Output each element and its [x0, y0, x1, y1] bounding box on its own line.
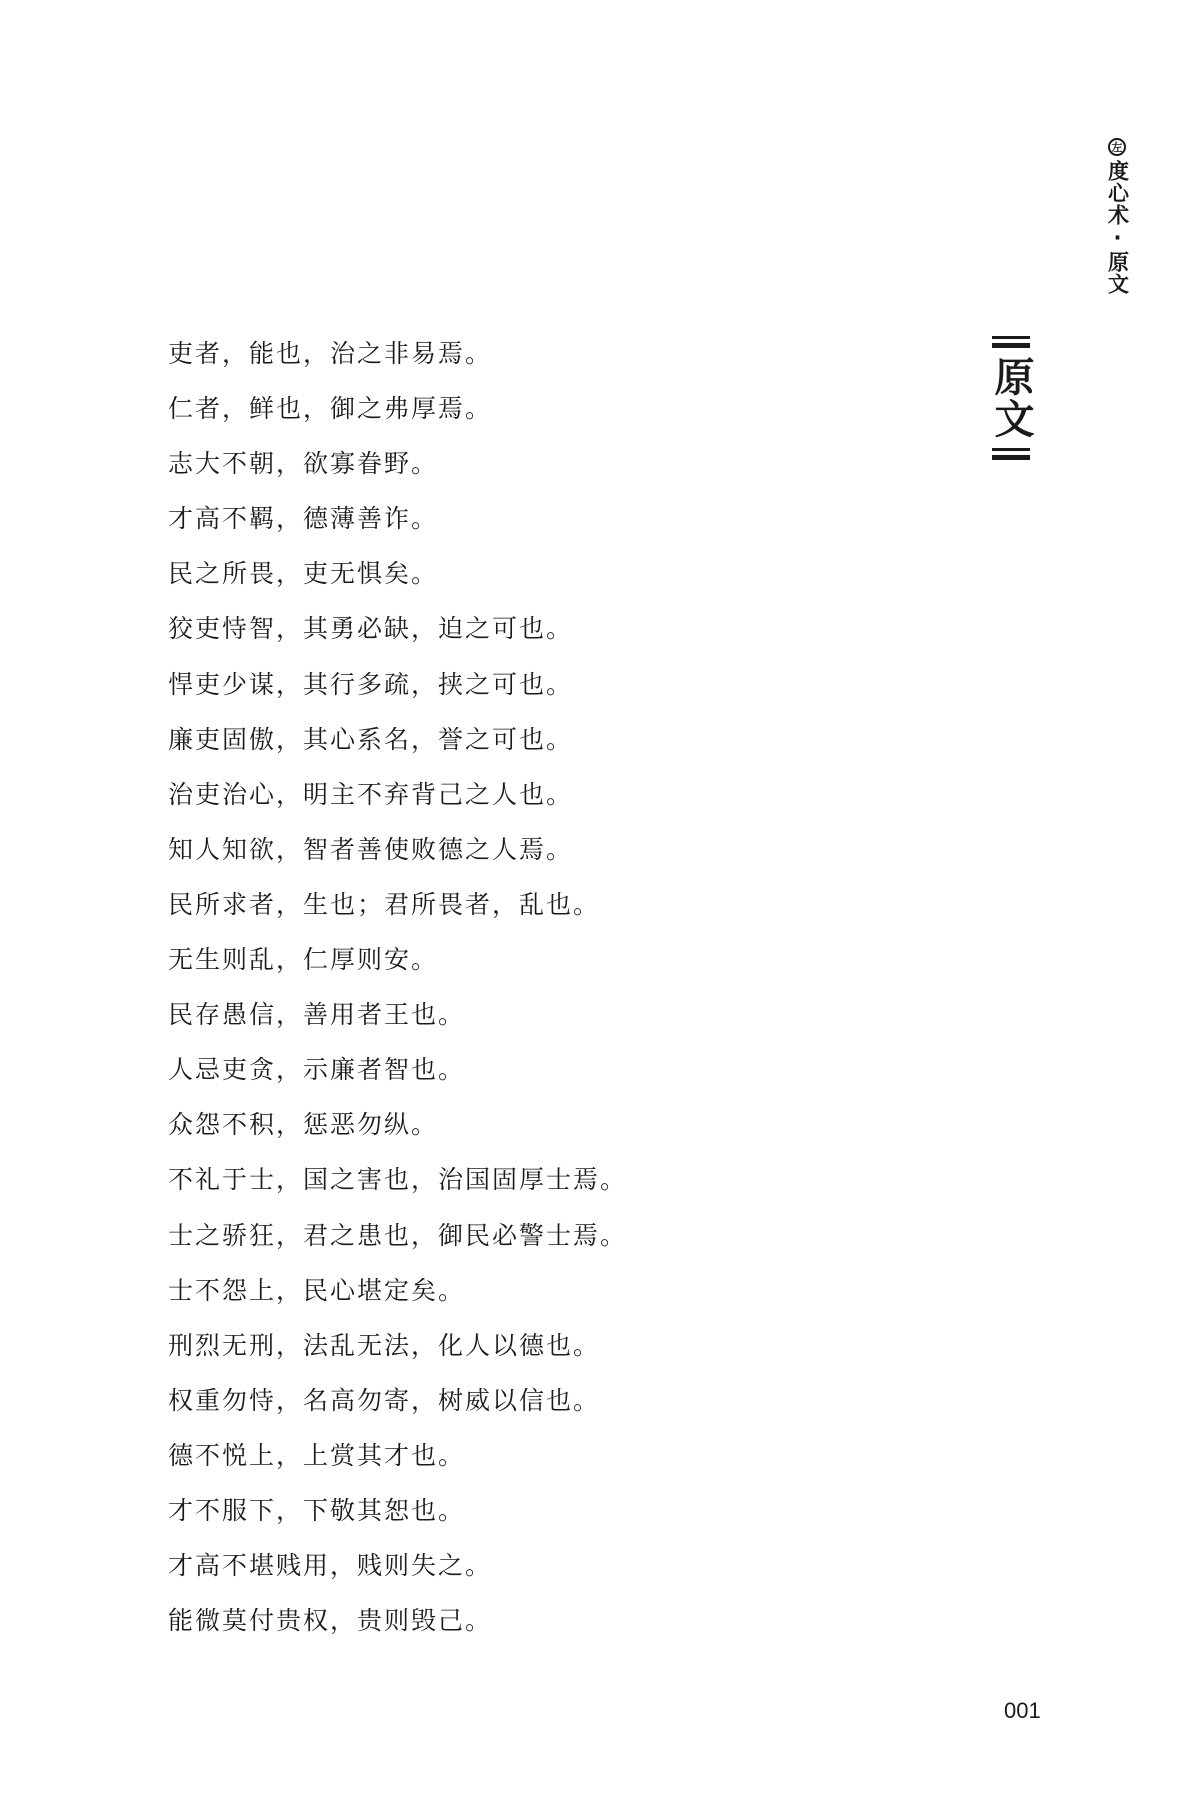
running-header — [1103, 138, 1131, 295]
text-line: 刑烈无刑，法乱无法，化人以德也。 — [168, 1330, 601, 1360]
section-heading — [990, 336, 1032, 460]
text-line: 德不悦上，上赏其才也。 — [168, 1440, 466, 1470]
heading-bar-thick — [992, 343, 1030, 348]
section-title: 原文 — [988, 356, 1034, 440]
text-line: 狡吏恃智，其勇必缺，迫之可也。 — [168, 614, 574, 644]
text-line: 民之所畏，吏无惧矣。 — [168, 559, 439, 589]
text-line: 无生则乱，仁厚则安。 — [168, 945, 439, 975]
text-line: 能微莫付贵权，贵则毁己。 — [168, 1606, 493, 1636]
text-line: 民所求者，生也；君所畏者，乱也。 — [168, 889, 601, 919]
text-line: 仁者，鲜也，御之弗厚焉。 — [168, 394, 493, 424]
text-line: 吏者，能也，治之非易焉。 — [168, 339, 493, 368]
text-line: 人忌吏贪，示廉者智也。 — [168, 1055, 466, 1085]
text-line: 廉吏固傲，其心系名，誉之可也。 — [168, 724, 574, 754]
text-line: 士之骄狂，君之患也，御民必警士焉。 — [168, 1220, 628, 1250]
text-line: 才高不堪贱用，贱则失之。 — [168, 1551, 493, 1581]
text-line: 才高不羁，德薄善诈。 — [168, 504, 439, 534]
text-line: 治吏治心，明主不弃背己之人也。 — [168, 779, 574, 809]
text-body — [168, 326, 968, 1648]
text-line: 士不怨上，民心堪定矣。 — [168, 1275, 466, 1305]
heading-bar-thin — [992, 336, 1030, 339]
heading-bar-thin — [992, 448, 1030, 451]
text-line: 众怨不积，惩恶勿纵。 — [168, 1110, 439, 1140]
text-line: 悍吏少谋，其行多疏，挟之可也。 — [168, 669, 574, 699]
heading-bottom-bars — [992, 448, 1030, 460]
text-line: 民存愚信，善用者王也。 — [168, 1000, 466, 1030]
text-line: 知人知欲，智者善使败德之人焉。 — [168, 834, 574, 864]
chapter-mark-icon: 左 — [1108, 138, 1126, 156]
heading-top-bars — [992, 336, 1030, 348]
running-title: 度心术·原文 — [1105, 160, 1130, 295]
page-number: 001 — [1004, 1698, 1041, 1723]
text-line: 才不服下，下敬其恕也。 — [168, 1495, 466, 1525]
text-line: 不礼于士，国之害也，治国固厚士焉。 — [168, 1165, 628, 1195]
text-line: 志大不朝，欲寡眷野。 — [168, 449, 439, 479]
heading-bar-thick — [992, 455, 1030, 460]
text-line: 权重勿恃，名高勿寄，树威以信也。 — [168, 1385, 601, 1415]
